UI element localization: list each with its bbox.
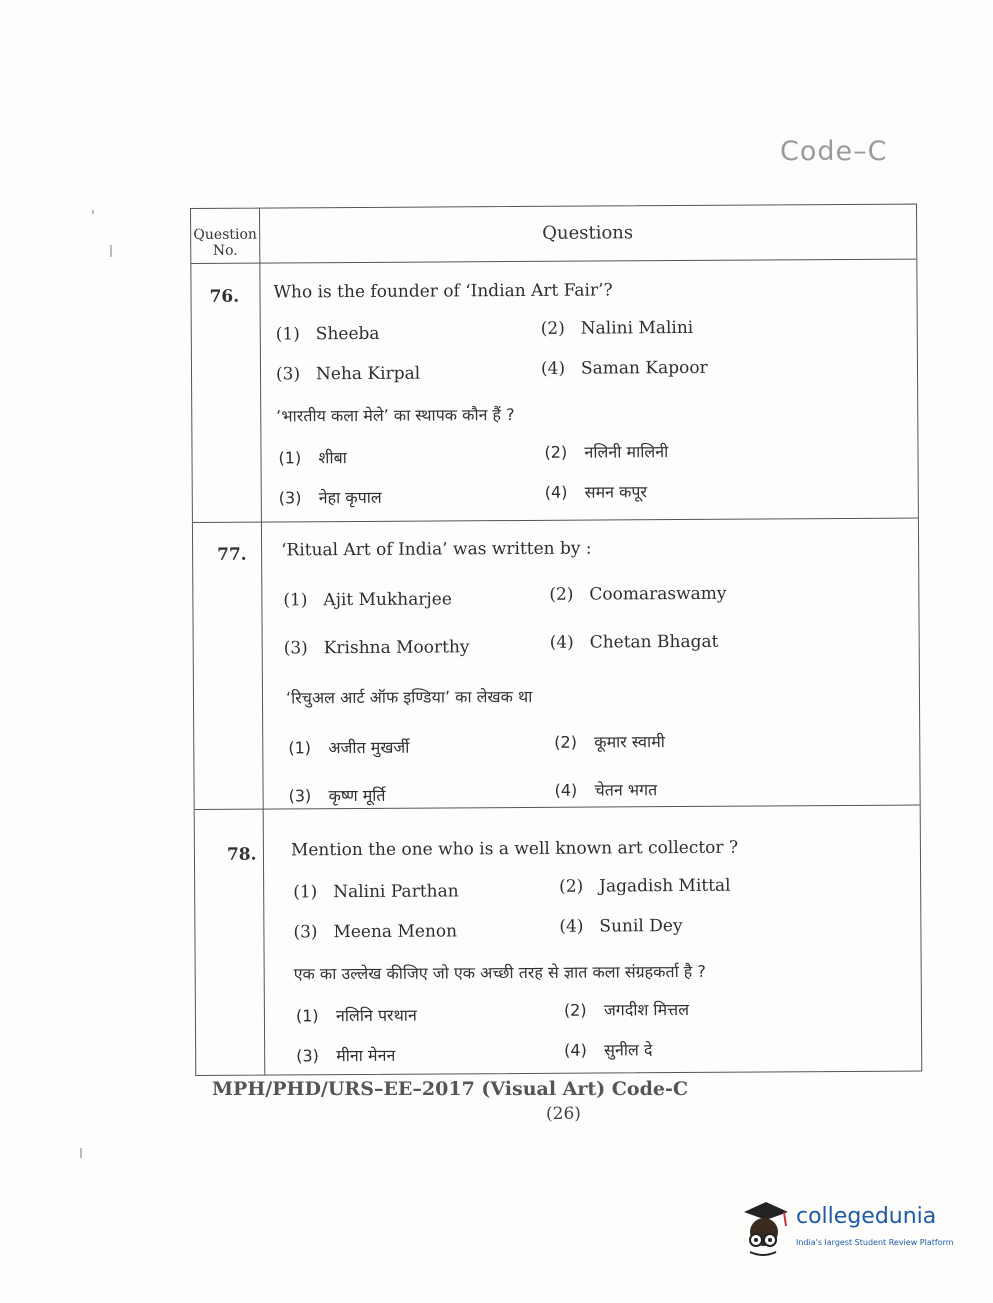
mascot-icon: [738, 1198, 794, 1258]
option-4-en: (4) Chetan Bhagat: [549, 631, 719, 653]
logo-tagline: India's largest Student Review Platform: [796, 1238, 954, 1247]
question-text-hi: एक का उल्लेख कीजिए जो एक अच्छी तरह से ज्ञात कला संग्रहकर्ता है ?: [293, 961, 706, 984]
question-number: 78.: [226, 844, 257, 865]
page-number: (26): [546, 1104, 581, 1124]
option-1-hi: (1) शीबा: [278, 448, 347, 468]
question-number: 76.: [209, 286, 240, 307]
collegedunia-logo: [738, 1198, 963, 1258]
option-3-en: (3) Meena Menon: [293, 921, 458, 943]
option-4-hi: (4) सुनील दे: [564, 1040, 653, 1060]
option-3-hi: (3) मीना मेनन: [296, 1045, 396, 1066]
option-3-en: (3) Krishna Moorthy: [283, 637, 470, 659]
scan-artifact: [110, 245, 112, 257]
option-3-hi: (3) नेहा कृपाल: [278, 487, 382, 508]
question-no-header: Question No.: [193, 226, 257, 259]
logo-wordmark: collegedunia: [796, 1204, 937, 1229]
option-2-en: (2) Coomaraswamy: [549, 583, 727, 605]
option-1-hi: (1) नलिनि परथान: [295, 1005, 417, 1026]
option-1-en: (1) Sheeba: [275, 323, 380, 345]
question-text-hi: ‘रिचुअल आर्ट ऑफ इण्डिया’ का लेखक था: [285, 686, 533, 708]
column-divider: [259, 209, 265, 1075]
option-1-en: (1) Nalini Parthan: [293, 881, 459, 903]
option-4-en: (4) Sunil Dey: [559, 916, 683, 937]
scan-artifact: [80, 1148, 82, 1158]
question-number: 77.: [217, 544, 247, 565]
option-2-hi: (2) नलिनी मालिनी: [544, 442, 669, 462]
option-1-en: (1) Ajit Mukharjee: [283, 589, 452, 611]
exam-footer: MPH/PHD/URS–EE–2017 (Visual Art) Code-C: [212, 1078, 688, 1100]
option-4-en: (4) Saman Kapoor: [540, 357, 708, 379]
exam-code-label: Code–C: [780, 136, 888, 167]
option-1-hi: (1) अजीत मुखर्जी: [288, 737, 410, 758]
scan-artifact: [92, 210, 94, 214]
option-2-hi: (2) जगदीश मित्तल: [563, 999, 690, 1020]
option-2-en: (2) Nalini Malini: [540, 317, 694, 339]
option-2-hi: (2) कूमार स्वामी: [554, 732, 665, 752]
question-text-en: Mention the one who is a well known art collector ?: [290, 837, 739, 861]
option-2-en: (2) Jagadish Mittal: [559, 875, 731, 897]
option-3-hi: (3) कृष्ण मूर्ति: [288, 785, 386, 806]
question-table: [190, 204, 922, 1076]
question-text-en: Who is the founder of ‘Indian Art Fair’?: [273, 280, 613, 303]
header-divider: [191, 259, 916, 264]
option-3-en: (3) Neha Kirpal: [275, 363, 421, 385]
question-text-hi: ‘भारतीय कला मेले’ का स्थापक कौन हैं ?: [276, 405, 515, 426]
row-divider: [193, 518, 918, 523]
question-text-en: ‘Ritual Art of India’ was written by :: [281, 538, 592, 561]
questions-header: Questions: [542, 222, 634, 244]
option-4-hi: (4) चेतन भगत: [554, 780, 658, 800]
option-4-hi: (4) समन कपूर: [544, 482, 648, 502]
